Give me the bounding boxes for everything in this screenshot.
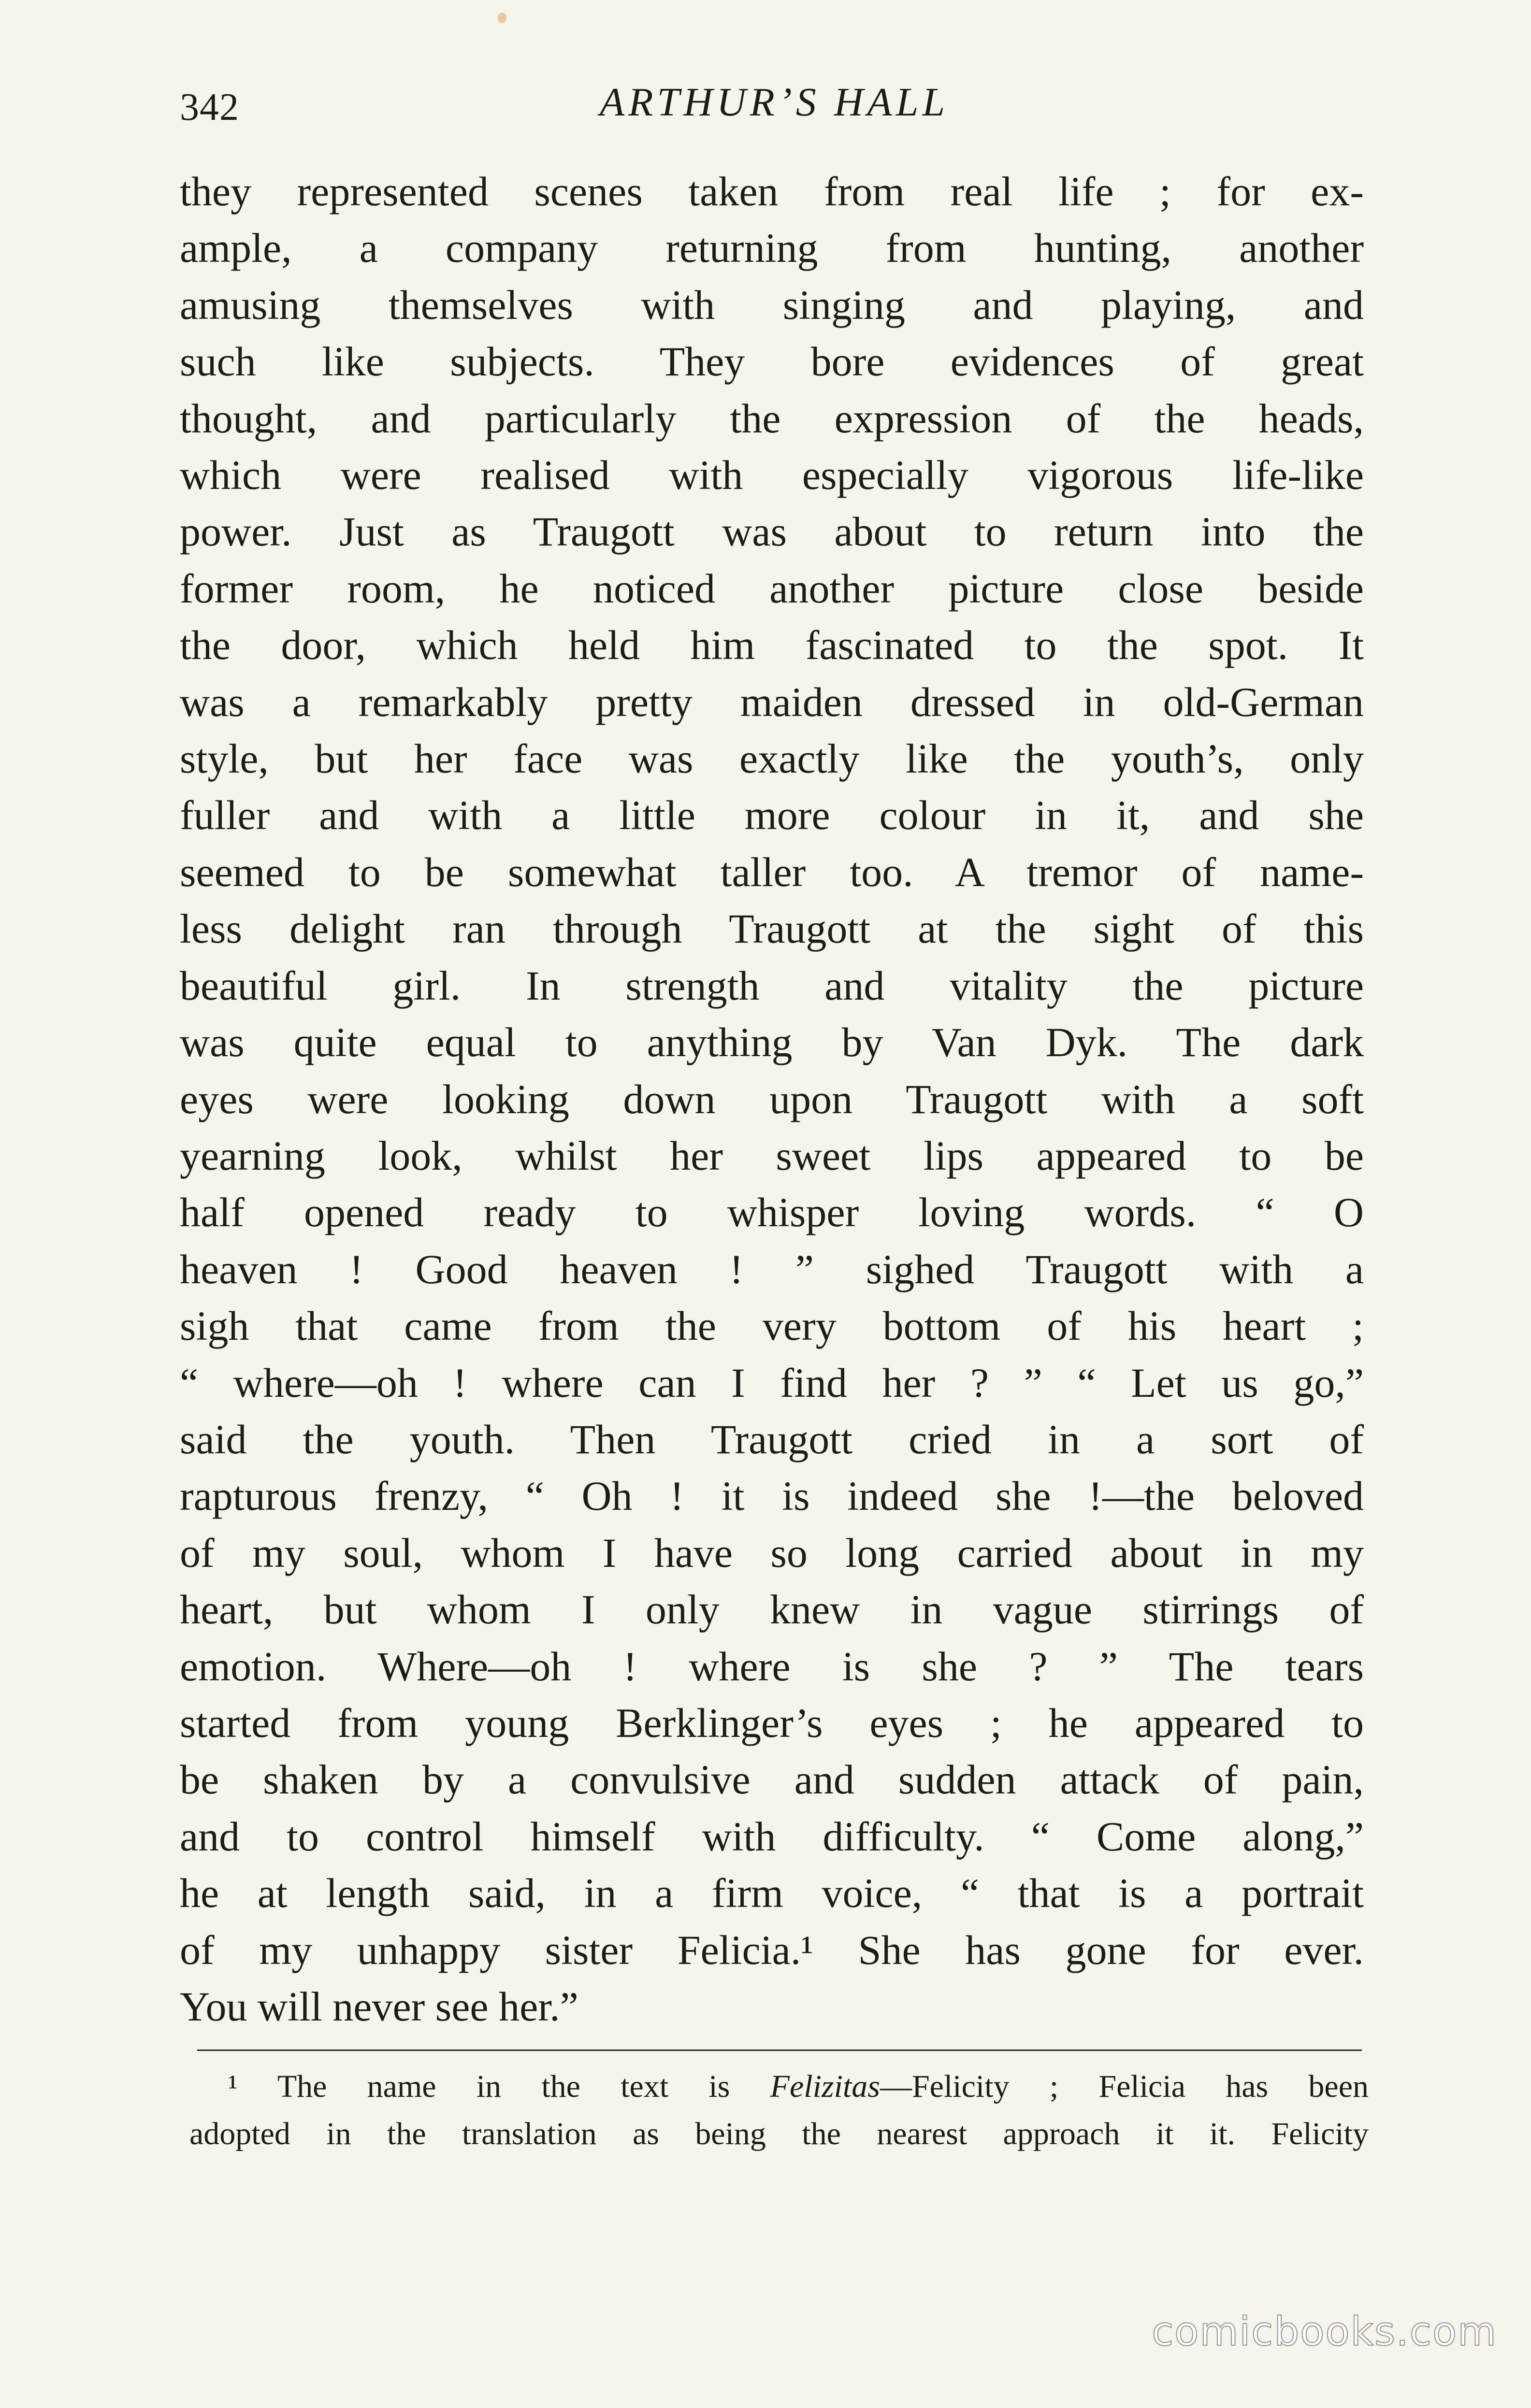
watermark: comicbooks.com	[1152, 2309, 1497, 2355]
text-line: thought, and particularly the expression of the heads,	[180, 395, 1364, 442]
text-line: amusing themselves with singing and playing, and	[180, 281, 1364, 328]
text-line: heaven ! Good heaven ! ” sighed Traugott with a	[180, 1246, 1364, 1292]
text-line: such like subjects. They bore evidences of great	[180, 338, 1364, 385]
text-line: the door, which held him fascinated to the spot. It	[180, 622, 1364, 669]
text-line: started from young Berklinger’s eyes ; he appeared to	[180, 1699, 1364, 1746]
text-line: and to control himself with difficulty. “ Come along,”	[180, 1813, 1364, 1860]
footnote-rule	[197, 2050, 1362, 2051]
footnote	[189, 2063, 1369, 2158]
text-line: ample, a company returning from hunting, another	[180, 225, 1364, 272]
paper-speck	[498, 13, 506, 23]
text-line: “ where—oh ! where can I find her ? ” “ Let us go,”	[180, 1359, 1364, 1406]
footnote-line-suffix: —Felicity ; Felicia has been	[880, 2069, 1369, 2104]
page-number: 342	[180, 86, 239, 129]
text-line: half opened ready to whisper loving words. “ O	[180, 1189, 1364, 1236]
text-line: fuller and with a little more colour in it, and she	[180, 792, 1364, 839]
text-line: seemed to be somewhat taller too. A tremor of name-	[180, 848, 1364, 895]
text-line: sigh that came from the very bottom of his heart ;	[180, 1303, 1364, 1349]
footnote-line-prefix: ¹ The name in the text is	[228, 2069, 770, 2104]
text-line: which were realised with especially vigorous life-like	[180, 452, 1364, 499]
text-line: emotion. Where—oh ! where is she ? ” The tears	[180, 1643, 1364, 1690]
page-header	[180, 68, 1369, 130]
text-line: less delight ran through Traugott at the sight of this	[180, 905, 1364, 952]
text-line: said the youth. Then Traugott cried in a sort of	[180, 1416, 1364, 1462]
text-line: You will never see her.”	[180, 1983, 578, 2030]
text-line: of my unhappy sister Felicia.¹ She has gone for ever.	[180, 1926, 1364, 1973]
text-line: be shaken by a convulsive and sudden attack of pain,	[180, 1756, 1364, 1803]
text-line: beautiful girl. In strength and vitality the picture	[180, 962, 1364, 1009]
text-line: they represented scenes taken from real life ; for ex-	[180, 168, 1364, 215]
text-line: heart, but whom I only knew in vague stirrings of	[180, 1586, 1364, 1633]
text-line: power. Just as Traugott was about to return into the	[180, 508, 1364, 555]
text-line: former room, he noticed another picture close beside	[180, 565, 1364, 612]
text-line: rapturous frenzy, “ Oh ! it is indeed she !—the beloved	[180, 1473, 1364, 1519]
text-line: style, but her face was exactly like the youth’s, only	[180, 735, 1364, 782]
running-head: ARTHUR’S HALL	[599, 80, 949, 125]
text-line: yearning look, whilst her sweet lips appeared to be	[180, 1132, 1364, 1179]
text-line: he at length said, in a firm voice, “ that is a portrait	[180, 1870, 1364, 1917]
body-text	[180, 163, 1364, 2035]
text-line: was a remarkably pretty maiden dressed in old-German	[180, 678, 1364, 725]
text-line: eyes were looking down upon Traugott with a soft	[180, 1075, 1364, 1122]
footnote-line: adopted in the translation as being the nearest approach it it. Felicity	[189, 2116, 1369, 2151]
text-line: of my soul, whom I have so long carried about in my	[180, 1529, 1364, 1576]
footnote-italic-term: Felizitas	[770, 2069, 880, 2104]
text-line: was quite equal to anything by Van Dyk. The dark	[180, 1019, 1364, 1066]
footnote-line	[189, 2063, 1369, 2110]
